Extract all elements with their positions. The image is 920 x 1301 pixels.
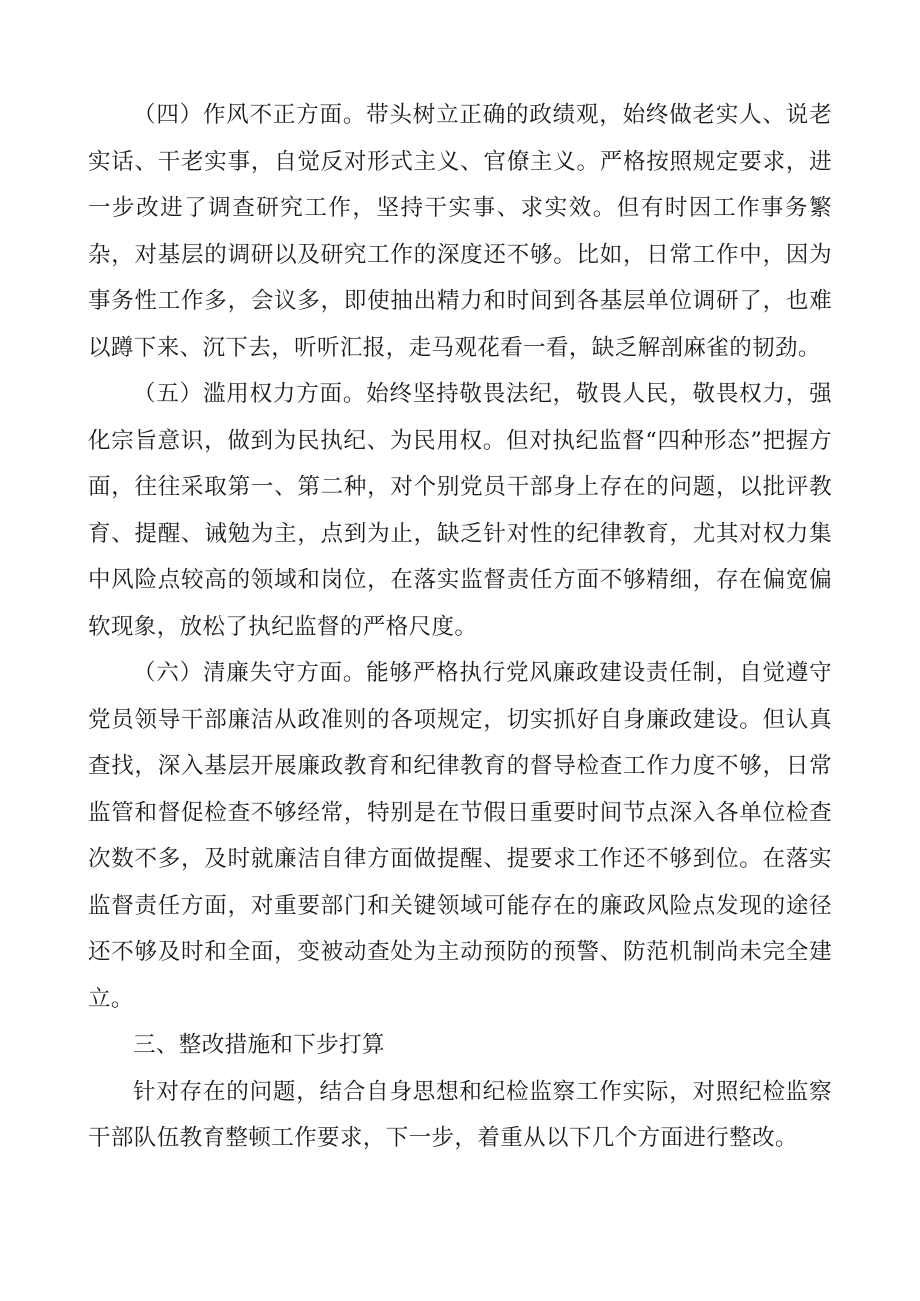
document-page: [88, 92, 832, 1162]
paragraph-rectification-intro: 针对存在的问题，结合自身思想和纪检监察工作实际，对照纪检监察干部队伍教育整顿工作要求，下一步，着重从以下几个方面进行整改。: [88, 1078, 832, 1151]
paragraph-abuse-of-power: （五）滥用权力方面。始终坚持敬畏法纪，敬畏人民，敬畏权力，强化宗旨意识，做到为民执纪、为民用权。但对执纪监督“四种形态”把握方面，往往采取第一、第二种，对个别党员干部身上存在的问题，以批评教育、提醒、诫勉为主，点到为止，缺乏针对性的纪律教育，尤其对权力集中风险点较高的领域和岗位，在落实监督责任方面不够精细，存在偏宽偏软现象，放松了执纪监督的严格尺度。: [88, 381, 832, 640]
paragraph-work-style: （四）作风不正方面。带头树立正确的政绩观，始终做老实人、说老实话、干老实事，自觉反对形式主义、官僚主义。严格按照规定要求，进一步改进了调查研究工作，坚持干实事、求实效。但有时因工作事务繁杂，对基层的调研以及研究工作的深度还不够。比如，日常工作中，因为事务性工作多，会议多，即使抽出精力和时间到各基层单位调研了，也难以蹲下来、沉下去，听听汇报，走马观花看一看，缺乏解剖麻雀的韧劲。: [88, 102, 832, 361]
paragraph-integrity: （六）清廉失守方面。能够严格执行党风廉政建设责任制，自觉遵守党员领导干部廉洁从政准则的各项规定，切实抓好自身廉政建设。但认真查找，深入基层开展廉政教育和纪律教育的督导检查工作力度不够，日常监管和督促检查不够经常，特别是在节假日重要时间节点深入各单位检查次数不多，及时就廉洁自律方面做提醒、提要求工作还不够到位。在落实监督责任方面，对重要部门和关键领域可能存在的廉政风险点发现的途径还不够及时和全面，变被动查处为主动预防的预警、防范机制尚未完全建立。: [88, 660, 832, 1012]
section-heading-rectification: 三、整改措施和下步打算: [133, 1032, 385, 1058]
